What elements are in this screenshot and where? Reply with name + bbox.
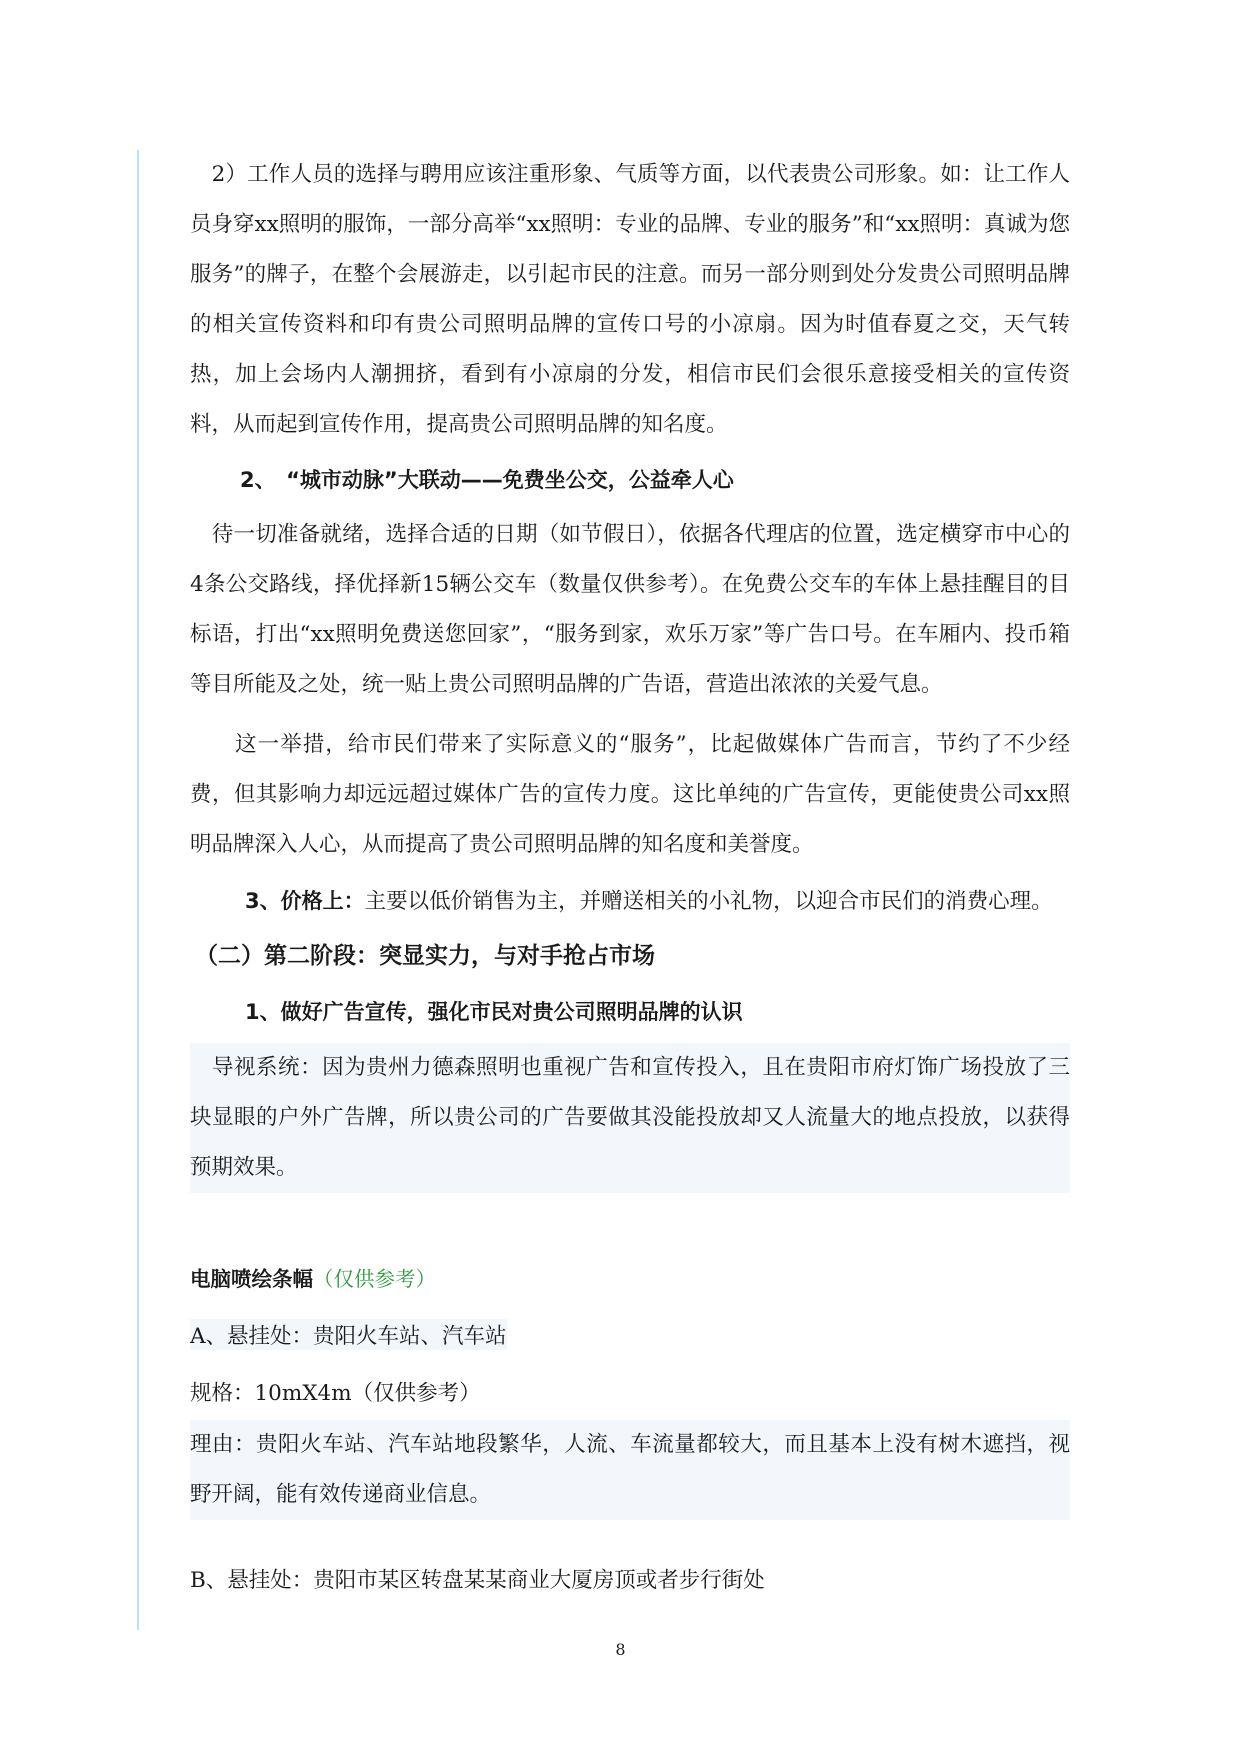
banner-note: （仅供参考）: [313, 1267, 436, 1291]
paragraph-free-bus: 待一切准备就绪，选择合适的日期（如节假日），依据各代理店的位置，选定横穿市中心的4条公交路线，择优择新15辆公交车（数量仅供参考）。在免费公交车的车体上悬挂醒目的目标语，打出“xx照明免费送您回家”，“服务到家，欢乐万家”等广告口号。在车厢内、投币箱等目所能及之处，统一贴上贵公司照明品牌的广告语，营造出浓浓的关爱气息。: [190, 522, 1070, 697]
price-label: 3、价格上：: [245, 889, 365, 913]
margin-line: [137, 150, 139, 1630]
spec-line: 规格：10mX4m（仅供参考）: [190, 1381, 481, 1406]
page-number: 8: [615, 1640, 626, 1659]
banner-title: 电脑喷绘条幅: [190, 1267, 313, 1291]
banner-heading: [190, 1262, 436, 1292]
location-b: B、悬挂处：贵阳市某区转盘某某商业大厦房顶或者步行街处: [190, 1568, 765, 1593]
location-a: A、悬挂处：贵阳火车站、汽车站: [190, 1319, 507, 1350]
price-line: [245, 884, 1053, 915]
paragraph-service: 这一举措，给市民们带来了实际意义的“服务”，比起做媒体广告而言，节约了不少经费，但其影响力却远远超过媒体广告的宣传力度。这比单纯的广告宣传，更能使贵公司xx照明品牌深入人心，从而提高了贵公司照明品牌的知名度和美誉度。: [190, 732, 1070, 857]
reason-paragraph: 理由：贵阳火车站、汽车站地段繁华，人流、车流量都较大，而且基本上没有树木遮挡，视野开阔，能有效传递商业信息。: [190, 1420, 1070, 1520]
stage-two-heading: （二）第二阶段：突显实力，与对手抢占市场: [195, 943, 655, 969]
price-text: 主要以低价销售为主，并赠送相关的小礼物，以迎合市民们的消费心理。: [364, 889, 1053, 914]
heading-advertising: 1、做好广告宣传，强化市民对贵公司照明品牌的认识: [245, 1000, 743, 1024]
heading-city-artery: 2、 “城市动脉”大联动——免费坐公交，公益牵人心: [240, 468, 734, 492]
paragraph-staff: 2）工作人员的选择与聘用应该注重形象、气质等方面，以代表贵公司形象。如：让工作人员身穿xx照明的服饰，一部分高举“xx照明：专业的品牌、专业的服务”和“xx照明：真诚为您服务”的牌子，在整个会展游走，以引起市民的注意。而另一部分则到处分发贵公司照明品牌的相关宣传资料和印有贵公司照明品牌的宣传口号的小凉扇。因为时值春夏之交，天气转热，加上会场内人潮拥挤，看到有小凉扇的分发，相信市民们会很乐意接受相关的宣传资料，从而起到宣传作用，提高贵公司照明品牌的知名度。: [190, 162, 1070, 437]
paragraph-guide-system: 导视系统：因为贵州力德森照明也重视广告和宣传投入，且在贵阳市府灯饰广场投放了三块显眼的户外广告牌，所以贵公司的广告要做其没能投放却又人流量大的地点投放，以获得预期效果。: [190, 1043, 1070, 1193]
